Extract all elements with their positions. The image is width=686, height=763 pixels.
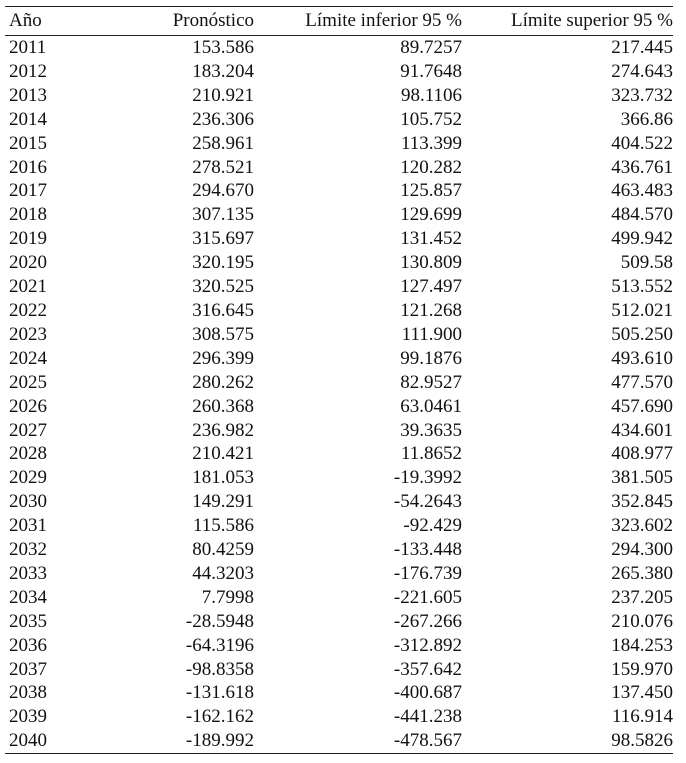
cell-lower-bound: -312.892 — [393, 634, 462, 656]
cell-lower-bound: -92.429 — [403, 515, 462, 537]
cell-year: 2038 — [9, 682, 47, 704]
cell-upper-bound: 237.205 — [611, 586, 673, 608]
cell-year: 2035 — [9, 610, 47, 632]
cell-upper-bound: 159.970 — [611, 658, 673, 680]
cell-forecast: 260.368 — [192, 395, 254, 417]
cell-year: 2020 — [9, 252, 47, 274]
cell-year: 2021 — [9, 276, 47, 298]
cell-upper-bound: 434.601 — [611, 419, 673, 441]
cell-lower-bound: -478.567 — [393, 730, 462, 752]
cell-upper-bound: 98.5826 — [611, 730, 673, 752]
cell-forecast: 236.306 — [192, 108, 254, 130]
cell-forecast: 115.586 — [192, 515, 254, 537]
cell-year: 2011 — [9, 37, 47, 58]
cell-year: 2031 — [9, 515, 47, 537]
cell-forecast: -98.8358 — [185, 658, 254, 680]
cell-year: 2032 — [9, 539, 47, 561]
cell-year: 2034 — [9, 586, 47, 608]
cell-forecast: -189.992 — [185, 730, 254, 752]
cell-lower-bound: -267.266 — [393, 610, 462, 632]
table-row — [5, 562, 673, 586]
cell-upper-bound: 457.690 — [611, 395, 673, 417]
cell-forecast: 149.291 — [192, 491, 254, 513]
table-row — [5, 156, 673, 180]
cell-year: 2023 — [9, 323, 47, 345]
cell-lower-bound: 111.900 — [401, 323, 462, 345]
cell-year: 2027 — [9, 419, 47, 441]
cell-year: 2039 — [9, 706, 47, 728]
table-row — [5, 729, 673, 753]
cell-upper-bound: 217.445 — [611, 37, 673, 58]
cell-upper-bound: 493.610 — [611, 347, 673, 369]
cell-lower-bound: 99.1876 — [400, 347, 462, 369]
cell-upper-bound: 352.845 — [611, 491, 673, 513]
cell-lower-bound: 89.7257 — [400, 37, 462, 58]
cell-upper-bound: 323.602 — [611, 515, 673, 537]
cell-year: 2040 — [9, 730, 47, 752]
cell-lower-bound: -357.642 — [393, 658, 462, 680]
table-header — [5, 7, 673, 36]
table-row — [5, 203, 673, 227]
table-row — [5, 36, 673, 60]
cell-upper-bound: 499.942 — [611, 228, 673, 250]
cell-upper-bound: 184.253 — [611, 634, 673, 656]
cell-upper-bound: 323.732 — [611, 84, 673, 106]
table-row — [5, 395, 673, 419]
table-row — [5, 514, 673, 538]
header-upper-bound: Límite superior 95 % — [511, 10, 673, 31]
cell-lower-bound: -19.3992 — [393, 467, 462, 489]
cell-lower-bound: 11.8652 — [400, 443, 462, 465]
cell-upper-bound: 274.643 — [611, 60, 673, 82]
table-row — [5, 227, 673, 251]
cell-lower-bound: -133.448 — [393, 539, 462, 561]
cell-forecast: -131.618 — [185, 682, 254, 704]
cell-upper-bound: 505.250 — [611, 323, 673, 345]
cell-forecast: -28.5948 — [185, 610, 254, 632]
table-row — [5, 705, 673, 729]
table-row — [5, 419, 673, 443]
table-row — [5, 108, 673, 132]
table-row — [5, 634, 673, 658]
cell-lower-bound: -441.238 — [393, 706, 462, 728]
table-row — [5, 466, 673, 490]
cell-year: 2030 — [9, 491, 47, 513]
cell-forecast: 316.645 — [192, 299, 254, 321]
cell-lower-bound: 113.399 — [400, 132, 462, 154]
cell-forecast: 307.135 — [192, 204, 254, 226]
table-row — [5, 681, 673, 705]
cell-upper-bound: 381.505 — [611, 467, 673, 489]
cell-forecast: 308.575 — [192, 323, 254, 345]
cell-lower-bound: 129.699 — [400, 204, 462, 226]
cell-year: 2037 — [9, 658, 47, 680]
cell-forecast: 181.053 — [192, 467, 254, 489]
cell-year: 2022 — [9, 299, 47, 321]
cell-forecast: 320.525 — [192, 276, 254, 298]
cell-year: 2019 — [9, 228, 47, 250]
cell-upper-bound: 509.58 — [620, 252, 673, 274]
table-row — [5, 586, 673, 610]
cell-upper-bound: 484.570 — [611, 204, 673, 226]
table-row — [5, 490, 673, 514]
table-row — [5, 658, 673, 682]
cell-year: 2026 — [9, 395, 47, 417]
table-row — [5, 179, 673, 203]
table-row — [5, 442, 673, 466]
cell-upper-bound: 366.86 — [620, 108, 673, 130]
table-row — [5, 323, 673, 347]
cell-lower-bound: 125.857 — [400, 180, 462, 202]
cell-upper-bound: 513.552 — [611, 276, 673, 298]
forecast-table — [5, 6, 673, 754]
cell-upper-bound: 512.021 — [611, 299, 673, 321]
cell-lower-bound: -400.687 — [393, 682, 462, 704]
cell-lower-bound: 130.809 — [400, 252, 462, 274]
cell-forecast: 315.697 — [192, 228, 254, 250]
table-row — [5, 84, 673, 108]
cell-year: 2036 — [9, 634, 47, 656]
cell-year: 2017 — [9, 180, 47, 202]
cell-upper-bound: 477.570 — [611, 371, 673, 393]
table-row — [5, 347, 673, 371]
cell-forecast: 296.399 — [192, 347, 254, 369]
table-row — [5, 60, 673, 84]
cell-lower-bound: -176.739 — [393, 562, 462, 584]
cell-upper-bound: 436.761 — [611, 156, 673, 178]
cell-year: 2018 — [9, 204, 47, 226]
header-year: Año — [9, 10, 42, 31]
table-row — [5, 132, 673, 156]
cell-forecast: 278.521 — [192, 156, 254, 178]
cell-upper-bound: 265.380 — [611, 562, 673, 584]
table-row — [5, 610, 673, 634]
cell-lower-bound: 131.452 — [400, 228, 462, 250]
cell-lower-bound: 82.9527 — [400, 371, 462, 393]
cell-year: 2024 — [9, 347, 47, 369]
cell-lower-bound: 105.752 — [400, 108, 462, 130]
cell-forecast: 280.262 — [192, 371, 254, 393]
cell-year: 2014 — [9, 108, 47, 130]
table-body — [5, 36, 673, 754]
cell-forecast: 210.921 — [192, 84, 254, 106]
cell-upper-bound: 404.522 — [611, 132, 673, 154]
cell-upper-bound: 294.300 — [611, 539, 673, 561]
cell-forecast: -162.162 — [185, 706, 254, 728]
cell-year: 2033 — [9, 562, 47, 584]
cell-lower-bound: 121.268 — [400, 299, 462, 321]
cell-lower-bound: 39.3635 — [400, 419, 462, 441]
cell-forecast: 7.7998 — [201, 586, 254, 608]
cell-forecast: 294.670 — [192, 180, 254, 202]
cell-forecast: 320.195 — [192, 252, 254, 274]
cell-upper-bound: 408.977 — [611, 443, 673, 465]
cell-lower-bound: 63.0461 — [400, 395, 462, 417]
header-forecast: Pronóstico — [172, 10, 254, 31]
table-row — [5, 299, 673, 323]
cell-forecast: 210.421 — [192, 443, 254, 465]
cell-year: 2016 — [9, 156, 47, 178]
cell-forecast: 80.4259 — [192, 539, 254, 561]
cell-year: 2029 — [9, 467, 47, 489]
cell-lower-bound: 98.1106 — [400, 84, 462, 106]
cell-lower-bound: 127.497 — [400, 276, 462, 298]
cell-forecast: -64.3196 — [185, 634, 254, 656]
cell-upper-bound: 137.450 — [611, 682, 673, 704]
cell-lower-bound: -54.2643 — [393, 491, 462, 513]
header-lower-bound: Límite inferior 95 % — [305, 10, 462, 31]
cell-year: 2025 — [9, 371, 47, 393]
cell-year: 2013 — [9, 84, 47, 106]
table-row — [5, 371, 673, 395]
cell-upper-bound: 463.483 — [611, 180, 673, 202]
cell-forecast: 44.3203 — [192, 562, 254, 584]
cell-upper-bound: 210.076 — [611, 610, 673, 632]
table-row — [5, 275, 673, 299]
cell-lower-bound: 91.7648 — [400, 60, 462, 82]
cell-lower-bound: -221.605 — [393, 586, 462, 608]
cell-forecast: 258.961 — [192, 132, 254, 154]
cell-forecast: 236.982 — [192, 419, 254, 441]
cell-year: 2028 — [9, 443, 47, 465]
cell-upper-bound: 116.914 — [611, 706, 673, 728]
cell-forecast: 183.204 — [192, 60, 254, 82]
cell-forecast: 153.586 — [192, 37, 254, 58]
table-row — [5, 251, 673, 275]
header-row — [5, 7, 673, 36]
table-row — [5, 538, 673, 562]
cell-lower-bound: 120.282 — [400, 156, 462, 178]
cell-year: 2015 — [9, 132, 47, 154]
cell-year: 2012 — [9, 60, 47, 82]
